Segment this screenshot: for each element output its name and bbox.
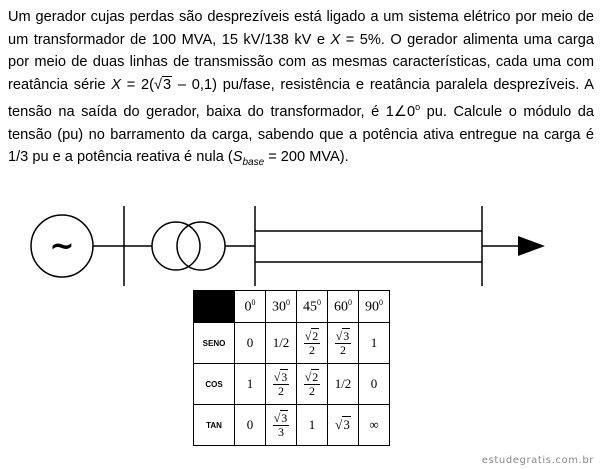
row-label-seno: SENO <box>194 323 235 364</box>
sqrt-value: 3 <box>163 76 172 93</box>
seno-30: 1/2 <box>266 323 297 364</box>
problem-text-1: Um gerador cujas perdas são desprezíveis está ligado a um sistema elétrico por meio de um transformador de 100 MVA, 15 kV/138 kV e <box>8 9 594 48</box>
trig-table <box>193 290 390 446</box>
generator-symbol: ~ <box>49 229 75 264</box>
seno-45: $\frac{√2}{2}$ <box>297 323 328 364</box>
seno-0: 0 <box>235 323 266 364</box>
table-header-row <box>194 291 390 323</box>
degree-symbol: o <box>415 102 421 113</box>
sqrt-symbol: √ <box>154 76 163 93</box>
cos-0: 1 <box>235 364 266 405</box>
header-0: $0^0$ <box>235 291 266 323</box>
angle-value: 0 <box>406 104 416 121</box>
cos-45: $\frac{√2}{2}$ <box>297 364 328 405</box>
cos-90: 0 <box>359 364 390 405</box>
header-30: $30^0$ <box>266 291 297 323</box>
row-label-tan: TAN <box>194 405 235 446</box>
problem-text-4: – 0,1) pu/fase, resistência e reatância paralela desprezíveis. A tensão na saída do gerador, baixa do transformador, é 1 <box>8 76 594 121</box>
problem-text-2: = 5%. O gerador alimenta uma carga por meio de duas linhas de transmissão com as mesmas características, cada uma com reatância série <box>8 31 594 93</box>
table-row <box>194 323 390 364</box>
problem-text-3: = 2( <box>120 76 154 93</box>
tan-45: 1 <box>297 405 328 446</box>
tan-60: √3 <box>328 405 359 446</box>
trig-table-container <box>193 290 390 446</box>
seno-60: $\frac{√3}{2}$ <box>328 323 359 364</box>
header-60: $60^0$ <box>328 291 359 323</box>
table-corner <box>194 291 235 323</box>
tan-90: ∞ <box>359 405 390 446</box>
problem-statement <box>8 6 594 169</box>
load-arrow-icon <box>518 236 545 256</box>
transformer-primary-winding <box>152 222 200 270</box>
watermark: estudegratis.com.br <box>481 455 594 466</box>
cos-60: 1/2 <box>328 364 359 405</box>
angle-symbol: ∠ <box>393 104 407 121</box>
transformer-secondary-winding <box>177 222 225 270</box>
problem-text-5: pu. Calcule o módulo da tensão (pu) no barramento da carga, sabendo que a potência ativa entregue na carga é 1/3 pu e a potência reativa é nula ( <box>8 104 594 166</box>
tan-0: 0 <box>235 405 266 446</box>
header-90: $90^0$ <box>359 291 390 323</box>
table-row <box>194 405 390 446</box>
single-line-diagram <box>0 200 600 292</box>
table-row <box>194 364 390 405</box>
s-symbol: S <box>232 149 243 166</box>
header-45: $45^0$ <box>297 291 328 323</box>
seno-90: 1 <box>359 323 390 364</box>
s-subscript: base <box>242 157 265 169</box>
x-symbol-2: X <box>111 76 121 93</box>
sqrt-expression <box>154 77 172 93</box>
row-label-cos: COS <box>194 364 235 405</box>
cos-30: $\frac{√3}{2}$ <box>266 364 297 405</box>
tan-30: $\frac{√3}{3}$ <box>266 405 297 446</box>
x-symbol: X <box>330 31 341 48</box>
problem-text-6: = 200 MVA). <box>264 149 349 166</box>
